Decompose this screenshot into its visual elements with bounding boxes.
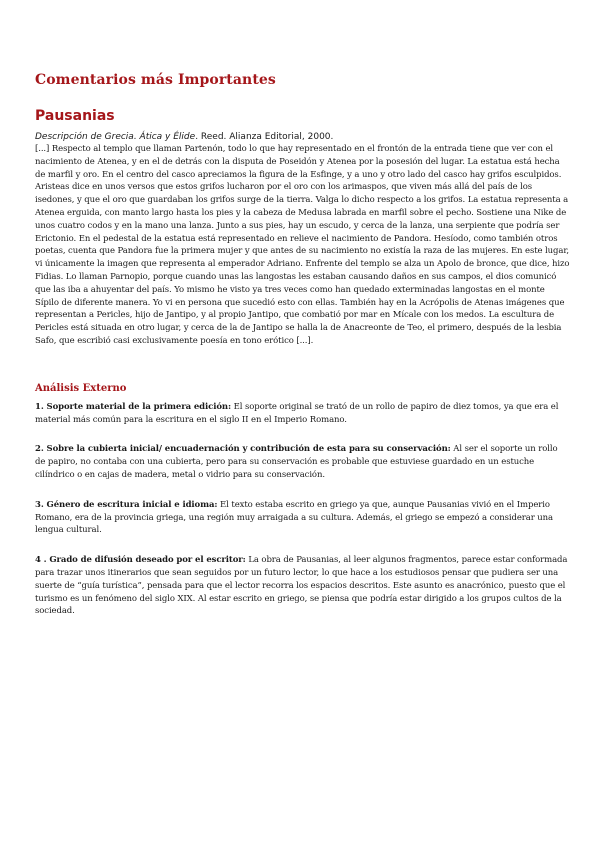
analysis-point [35,499,570,537]
main-heading: Comentarios más Importantes [35,72,276,88]
analysis-point [35,554,570,618]
point-text: El texto estaba escrito en griego ya que, aunque Pausanias vivió en el Imperio Romano, era de la provincia griega, una región muy arraigada a su cultura. Además, el griego se empezó a considerar una lengua cultural. [35,499,553,536]
section-heading: Análisis Externo [35,382,127,394]
author-heading: Pausanias [35,108,115,124]
analysis-point [35,443,570,481]
citation-title: Descripción de Grecia. Ática y Élide [35,132,196,142]
point-text: Al ser el soporte un rollo de papiro, no contaba con una cubierta, pero para su conservación es probable que estuviese guardado en un estuche cilíndrico o en cajas de madera, metal o vidrio para su conservación. [35,444,558,480]
quote-paragraph: [...] Respecto al templo que llaman Partenón, todo lo que hay representado en el frontón de la entrada tiene que ver con el nacimiento de Atenea, y en el de detrás con la disputa de Poseidón y Atenea por la posesión del lugar. La estatua está hecha de marfil y oro. En el centro del casco apreciamos la figura de la Esfinge, y a uno y otro lado del casco hay grifos esculpidos. Aristeas dice en unos versos que estos grifos lucharon por el oro con los arimaspos, que viven más allá del país de los isedones, y que el oro que guardaban los grifos surge de la tierra. Valga lo dicho respecto a los grifos. La estatua representa a Atenea erguida, con manto largo hasta los pies y la cabeza de Medusa labrada en marfil sobre el pecho. Sostiene una Nike de unos cuatro codos y en la mano una lanza. Junto a sus pies, hay un escudo, y cerca de la lanza, una serpiente que podría ser Erictonio. En el pedestal de la estatua está representado en relieve el nacimiento de Pandora. Hesíodo, como también otros poetas, cuenta que Pandora fue la primera mujer y que antes de su nacimiento no existía la raza de las mujeres. En este lugar, vi únicamente la imagen que representa al emperador Adriano. Enfrente del templo se alza un Apolo de bronce, que dice, hizo Fidias. Lo llaman Parnopio, porque cuando unas las langostas les estaban causando daños en sus campos, el dios comunicó que las iba a ahuyentar del país. Yo mismo he visto ya tres veces como han quedado exterminadas langostas en el monte Sípilo de diferente manera. Yo vi en persona que sucedió esto con ellas. También hay en la Acrópolis de Atenas imágenes que representan a Pericles, hijo de Jantipo, y al propio Jantipo, que combatió por mar en Mícale con los medos. La escultura de Pericles está situada en otro lugar, y cerca de la de Jantipo se halla la de Anacreonte de Teo, el primero, después de la lesbia Safo, que escribió casi exclusivamente poesía en tono erótico [...]. [35,144,570,346]
citation [35,131,570,143]
point-text: La obra de Pausanias, al leer algunos fragmentos, parece estar conformada para trazar unos itinerarios que sean seguidos por un futuro lector, lo que hace a los estudiosos pensar que pudiera ser una suerte de “guía turística”, pensada para que el lector recorra los espacios descritos. Este asunto es anacrónico, puesto que el turismo es un fenómeno del siglo XIX. Al estar escrito en griego, se piensa que podría estar dirigido a los grupos cultos de la sociedad. [35,555,568,617]
point-title: 1. Soporte material de la primera edición: [35,401,232,412]
analysis-point [35,401,570,427]
point-title: 4 . Grado de difusión deseado por el escritor: [35,555,246,566]
citation-rest: . Reed. Alianza Editorial, 2000. [195,132,334,142]
point-title: 2. Sobre la cubierta inicial/ encuadernación y contribución de esta para su conservación: [35,444,451,455]
point-text: El soporte original se trató de un rollo de papiro de diez tomos, ya que era el material más común para la escritura en el siglo II en el Imperio Romano. [35,401,559,425]
point-title: 3. Género de escritura inicial e idioma: [35,499,218,510]
